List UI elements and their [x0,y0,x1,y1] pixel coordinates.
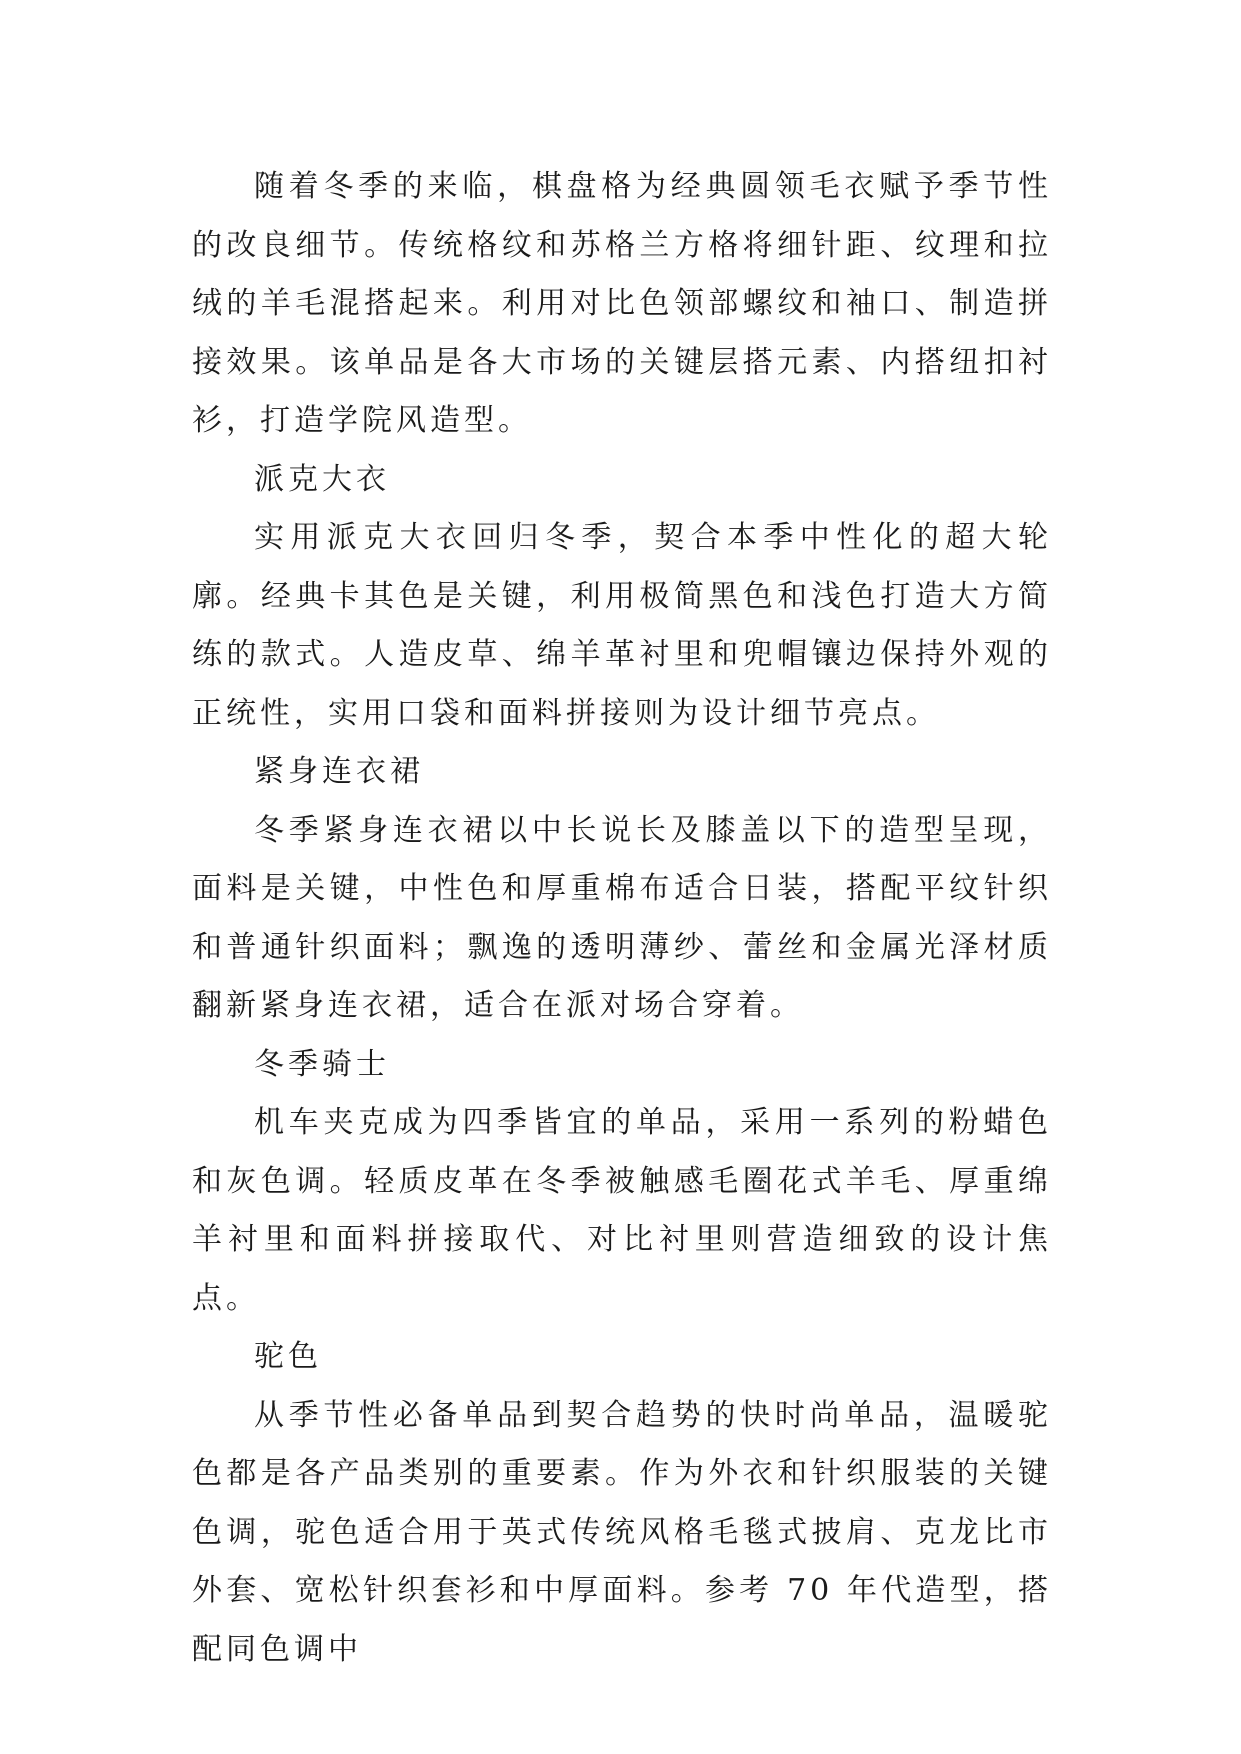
paragraph-bodycon-dress: 冬季紧身连衣裙以中长说长及膝盖以下的造型呈现，面料是关键，中性色和厚重棉布适合日装，搭配平纹针织和普通针织面料；飘逸的透明薄纱、蕾丝和金属光泽材质翻新紧身连衣裙，适合在派对场合穿着。 [192,812,1052,1023]
paragraph-camel: 从季节性必备单品到契合趋势的快时尚单品，温暖驼色都是各产品类别的重要素。作为外衣和针织服装的关键色调，驼色适合用于英式传统风格毛毯式披肩、克龙比市外套、宽松针织套衫和中厚面料。参考 70 年代造型，搭配同色调中 [192,1397,1052,1667]
document-body [192,158,1052,1679]
paragraph-winter-biker: 机车夹克成为四季皆宜的单品，采用一系列的粉蜡色和灰色调。轻质皮革在冬季被触感毛圈花式羊毛、厚重绵羊衬里和面料拼接取代、对比衬里则营造细致的设计焦点。 [192,1105,1052,1316]
heading-bodycon-dress: 紧身连衣裙 [254,754,424,789]
heading-parka: 派克大衣 [254,461,390,497]
heading-winter-biker: 冬季骑士 [254,1046,390,1082]
paragraph-argyle-sweater: 随着冬季的来临，棋盘格为经典圆领毛衣赋予季节性的改良细节。传统格纹和苏格兰方格将细针距、纹理和拉绒的羊毛混搭起来。利用对比色领部螺纹和袖口、制造拼接效果。该单品是各大市场的关键层搭元素、内搭纽扣衬衫，打造学院风造型。 [192,169,1052,438]
heading-camel: 驼色 [254,1339,322,1374]
paragraph-parka: 实用派克大衣回归冬季，契合本季中性化的超大轮廓。经典卡其色是关键，利用极简黑色和浅色打造大方简练的款式。人造皮草、绵羊革衬里和兜帽镶边保持外观的正统性，实用口袋和面料拼接则为设计细节亮点。 [192,520,1052,731]
